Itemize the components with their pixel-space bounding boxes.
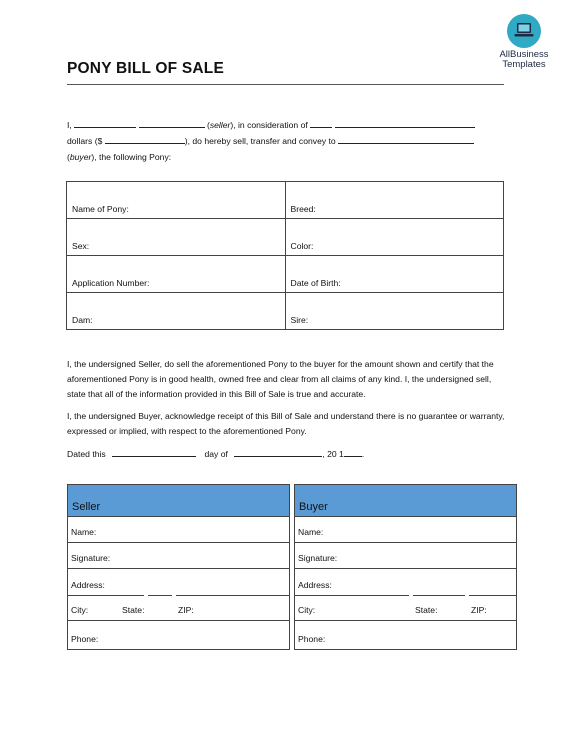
seller-heading: Seller — [68, 485, 289, 517]
dated-month-blank[interactable] — [234, 447, 322, 457]
page-title: PONY BILL OF SALE — [67, 60, 224, 77]
seller-name-blank-2[interactable] — [139, 118, 205, 128]
intro-section — [67, 117, 507, 165]
buyer-name-row[interactable]: Name: — [295, 517, 516, 543]
seller-address-row[interactable]: Address: — [68, 569, 289, 595]
laptop-icon — [507, 14, 541, 48]
buyer-acknowledgement-paragraph: I, the undersigned Buyer, acknowledge receipt of this Bill of Sale and understand there is no guarantee or warranty, expressed or implied, with respect to the aforementioned Pony. — [67, 411, 505, 436]
application-number-field[interactable]: Application Number: — [67, 256, 286, 293]
pony-details-table — [66, 181, 504, 330]
table-row — [67, 256, 504, 293]
seller-phone-row[interactable]: Phone: — [71, 634, 99, 644]
table-row — [67, 293, 504, 330]
buyer-city-row[interactable]: City: State: ZIP: — [295, 595, 516, 621]
color-field[interactable]: Color: — [285, 219, 504, 256]
sex-field[interactable]: Sex: — [67, 219, 286, 256]
date-of-birth-field[interactable]: Date of Birth: — [285, 256, 504, 293]
brand-name: AllBusiness Templates — [499, 49, 549, 70]
dated-year-blank[interactable] — [344, 447, 362, 457]
dated-line: Dated this day of , 20 1 . — [67, 449, 365, 459]
seller-box — [67, 484, 290, 650]
dam-field[interactable]: Dam: — [67, 293, 286, 330]
consideration-blank-2[interactable] — [335, 118, 475, 128]
table-row — [67, 182, 504, 219]
pony-name-field[interactable]: Name of Pony: — [67, 182, 286, 219]
sire-field[interactable]: Sire: — [285, 293, 504, 330]
buyer-name-blank[interactable] — [338, 134, 474, 144]
seller-signature-row[interactable]: Signature: — [68, 543, 289, 569]
seller-certification-paragraph: I, the undersigned Seller, do sell the aforementioned Pony to the buyer for the amount shown and certify that the aforementioned Pony is in good health, owned free and clear from all claims of any kind. I, the undersigned sell, state that all of the information provided in this Bill of Sale is true and accurate. — [67, 359, 494, 399]
dollar-amount-blank[interactable] — [105, 134, 185, 144]
intro-line-1: I, (seller), in consideration of — [67, 117, 507, 133]
consideration-blank[interactable] — [310, 118, 332, 128]
buyer-phone-row[interactable]: Phone: — [298, 634, 326, 644]
seller-name-blank[interactable] — [74, 118, 136, 128]
intro-line-2: dollars ($ ), do hereby sell, transfer and convey to — [67, 133, 507, 149]
intro-line-3: (buyer), the following Pony: — [67, 152, 172, 162]
breed-field[interactable]: Breed: — [285, 182, 504, 219]
buyer-heading: Buyer — [295, 485, 516, 517]
dated-day-blank[interactable] — [112, 447, 196, 457]
seller-city-row[interactable]: City: State: ZIP: — [68, 595, 289, 621]
title-divider — [67, 84, 504, 85]
brand-logo[interactable] — [493, 14, 555, 70]
table-row — [67, 219, 504, 256]
buyer-box — [294, 484, 517, 650]
buyer-signature-row[interactable]: Signature: — [295, 543, 516, 569]
buyer-address-row[interactable]: Address: — [295, 569, 516, 595]
seller-name-row[interactable]: Name: — [68, 517, 289, 543]
